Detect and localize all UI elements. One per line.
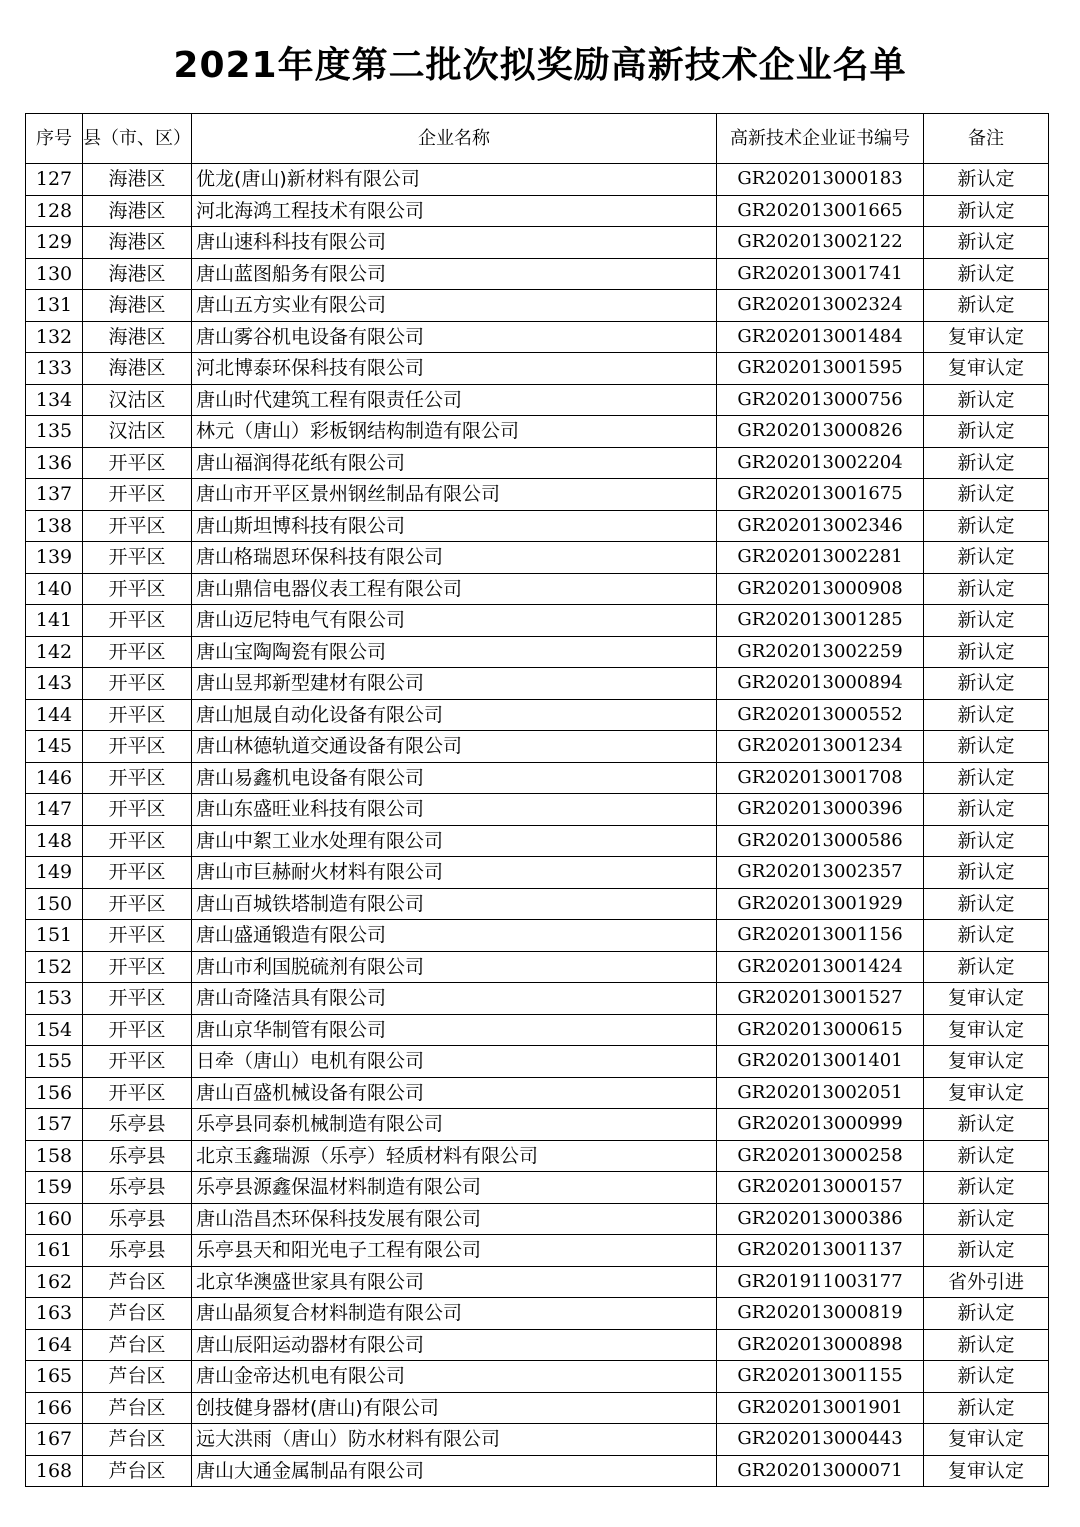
- row-index-cell: 149: [26, 857, 83, 889]
- row-index-cell: 152: [26, 951, 83, 983]
- table-row: [26, 1455, 1049, 1487]
- row-index-cell: 159: [26, 1172, 83, 1204]
- row-cert-number-cell: GR202013000756: [717, 384, 924, 416]
- row-index-cell: 145: [26, 731, 83, 763]
- row-cert-number-cell: GR202013002357: [717, 857, 924, 889]
- row-note-cell: 复审认定: [924, 1077, 1049, 1109]
- row-cert-number-cell: GR202013000552: [717, 699, 924, 731]
- row-company-name-cell: 唐山福润得花纸有限公司: [192, 447, 717, 479]
- row-company-name-cell: 唐山中絮工业水处理有限公司: [192, 825, 717, 857]
- row-company-name-cell: 唐山雾谷机电设备有限公司: [192, 321, 717, 353]
- row-index-cell: 137: [26, 479, 83, 511]
- row-index-cell: 132: [26, 321, 83, 353]
- row-company-name-cell: 唐山辰阳运动器材有限公司: [192, 1329, 717, 1361]
- row-company-name-cell: 林元（唐山）彩板钢结构制造有限公司: [192, 416, 717, 448]
- row-note-cell: 新认定: [924, 1298, 1049, 1330]
- table-body: [26, 164, 1049, 1487]
- row-note-cell: 复审认定: [924, 321, 1049, 353]
- row-note-cell: 新认定: [924, 888, 1049, 920]
- table-row: [26, 353, 1049, 385]
- table-row: [26, 762, 1049, 794]
- row-county-cell: 乐亭县: [83, 1235, 192, 1267]
- row-county-cell: 芦台区: [83, 1361, 192, 1393]
- row-note-cell: 新认定: [924, 384, 1049, 416]
- row-note-cell: 新认定: [924, 542, 1049, 574]
- row-note-cell: 新认定: [924, 825, 1049, 857]
- table-row: [26, 321, 1049, 353]
- row-county-cell: 开平区: [83, 668, 192, 700]
- row-cert-number-cell: GR202013001484: [717, 321, 924, 353]
- table-row: [26, 510, 1049, 542]
- row-county-cell: 开平区: [83, 951, 192, 983]
- row-county-cell: 开平区: [83, 857, 192, 889]
- row-note-cell: 新认定: [924, 605, 1049, 637]
- row-index-cell: 166: [26, 1392, 83, 1424]
- row-county-cell: 开平区: [83, 731, 192, 763]
- row-note-cell: 复审认定: [924, 1014, 1049, 1046]
- row-county-cell: 乐亭县: [83, 1109, 192, 1141]
- row-cert-number-cell: GR202013000826: [717, 416, 924, 448]
- table-row: [26, 1046, 1049, 1078]
- row-note-cell: 新认定: [924, 636, 1049, 668]
- row-county-cell: 开平区: [83, 983, 192, 1015]
- row-county-cell: 开平区: [83, 825, 192, 857]
- table-row: [26, 1235, 1049, 1267]
- row-index-cell: 158: [26, 1140, 83, 1172]
- header-cert: 高新技术企业证书编号: [717, 114, 924, 164]
- row-note-cell: 新认定: [924, 668, 1049, 700]
- row-company-name-cell: 唐山鼎信电器仪表工程有限公司: [192, 573, 717, 605]
- header-row: [26, 114, 1049, 164]
- row-county-cell: 开平区: [83, 1014, 192, 1046]
- row-company-name-cell: 唐山旭晟自动化设备有限公司: [192, 699, 717, 731]
- row-company-name-cell: 唐山百城铁塔制造有限公司: [192, 888, 717, 920]
- row-index-cell: 151: [26, 920, 83, 952]
- row-company-name-cell: 唐山速科科技有限公司: [192, 227, 717, 259]
- row-county-cell: 芦台区: [83, 1266, 192, 1298]
- row-cert-number-cell: GR202013000894: [717, 668, 924, 700]
- row-county-cell: 芦台区: [83, 1424, 192, 1456]
- row-note-cell: 新认定: [924, 227, 1049, 259]
- row-company-name-cell: 唐山市巨赫耐火材料有限公司: [192, 857, 717, 889]
- row-index-cell: 133: [26, 353, 83, 385]
- row-company-name-cell: 北京华澳盛世家具有限公司: [192, 1266, 717, 1298]
- row-cert-number-cell: GR202013000999: [717, 1109, 924, 1141]
- row-index-cell: 164: [26, 1329, 83, 1361]
- table-row: [26, 888, 1049, 920]
- row-note-cell: 新认定: [924, 479, 1049, 511]
- table-row: [26, 1077, 1049, 1109]
- header-note: 备注: [924, 114, 1049, 164]
- row-county-cell: 开平区: [83, 794, 192, 826]
- row-note-cell: 新认定: [924, 1172, 1049, 1204]
- row-index-cell: 163: [26, 1298, 83, 1330]
- row-note-cell: 新认定: [924, 573, 1049, 605]
- row-note-cell: 新认定: [924, 762, 1049, 794]
- row-index-cell: 139: [26, 542, 83, 574]
- row-cert-number-cell: GR202013001741: [717, 258, 924, 290]
- table-header: [26, 114, 1049, 164]
- row-cert-number-cell: GR202013001929: [717, 888, 924, 920]
- row-cert-number-cell: GR202013000443: [717, 1424, 924, 1456]
- row-county-cell: 开平区: [83, 699, 192, 731]
- row-index-cell: 153: [26, 983, 83, 1015]
- row-company-name-cell: 唐山盛通锻造有限公司: [192, 920, 717, 952]
- row-note-cell: 新认定: [924, 258, 1049, 290]
- row-cert-number-cell: GR202013002346: [717, 510, 924, 542]
- row-index-cell: 156: [26, 1077, 83, 1109]
- table-row: [26, 605, 1049, 637]
- row-company-name-cell: 唐山金帝达机电有限公司: [192, 1361, 717, 1393]
- table-row: [26, 195, 1049, 227]
- row-company-name-cell: 唐山浩昌杰环保科技发展有限公司: [192, 1203, 717, 1235]
- table-row: [26, 479, 1049, 511]
- row-company-name-cell: 唐山东盛旺业科技有限公司: [192, 794, 717, 826]
- row-county-cell: 海港区: [83, 164, 192, 196]
- row-note-cell: 新认定: [924, 416, 1049, 448]
- row-index-cell: 165: [26, 1361, 83, 1393]
- row-county-cell: 开平区: [83, 762, 192, 794]
- row-county-cell: 汉沽区: [83, 384, 192, 416]
- row-company-name-cell: 唐山易鑫机电设备有限公司: [192, 762, 717, 794]
- row-index-cell: 127: [26, 164, 83, 196]
- row-index-cell: 134: [26, 384, 83, 416]
- row-index-cell: 160: [26, 1203, 83, 1235]
- table-row: [26, 164, 1049, 196]
- table-row: [26, 920, 1049, 952]
- row-note-cell: 新认定: [924, 920, 1049, 952]
- row-index-cell: 148: [26, 825, 83, 857]
- table-row: [26, 1329, 1049, 1361]
- row-county-cell: 海港区: [83, 353, 192, 385]
- row-company-name-cell: 乐亭县同泰机械制造有限公司: [192, 1109, 717, 1141]
- row-index-cell: 168: [26, 1455, 83, 1487]
- table-row: [26, 1392, 1049, 1424]
- page-title: 2021年度第二批次拟奖励高新技术企业名单: [173, 45, 907, 86]
- row-cert-number-cell: GR202013001137: [717, 1235, 924, 1267]
- row-cert-number-cell: GR202013001665: [717, 195, 924, 227]
- row-index-cell: 161: [26, 1235, 83, 1267]
- row-county-cell: 海港区: [83, 321, 192, 353]
- row-company-name-cell: 北京玉鑫瑞源（乐亭）轻质材料有限公司: [192, 1140, 717, 1172]
- row-index-cell: 146: [26, 762, 83, 794]
- table-row: [26, 983, 1049, 1015]
- table-row: [26, 668, 1049, 700]
- row-index-cell: 150: [26, 888, 83, 920]
- table-row: [26, 1172, 1049, 1204]
- row-note-cell: 复审认定: [924, 353, 1049, 385]
- row-cert-number-cell: GR202013001595: [717, 353, 924, 385]
- row-cert-number-cell: GR202013002259: [717, 636, 924, 668]
- row-company-name-cell: 远大洪雨（唐山）防水材料有限公司: [192, 1424, 717, 1456]
- row-company-name-cell: 日牵（唐山）电机有限公司: [192, 1046, 717, 1078]
- row-company-name-cell: 乐亭县天和阳光电子工程有限公司: [192, 1235, 717, 1267]
- row-county-cell: 海港区: [83, 195, 192, 227]
- row-company-name-cell: 优龙(唐山)新材料有限公司: [192, 164, 717, 196]
- row-cert-number-cell: GR202013001234: [717, 731, 924, 763]
- row-company-name-cell: 唐山晶须复合材料制造有限公司: [192, 1298, 717, 1330]
- row-note-cell: 新认定: [924, 794, 1049, 826]
- row-cert-number-cell: GR202013000386: [717, 1203, 924, 1235]
- row-county-cell: 开平区: [83, 1046, 192, 1078]
- row-county-cell: 开平区: [83, 1077, 192, 1109]
- row-cert-number-cell: GR202013002281: [717, 542, 924, 574]
- row-cert-number-cell: GR202013000071: [717, 1455, 924, 1487]
- row-company-name-cell: 唐山宝陶陶瓷有限公司: [192, 636, 717, 668]
- row-note-cell: 新认定: [924, 510, 1049, 542]
- row-company-name-cell: 唐山五方实业有限公司: [192, 290, 717, 322]
- table-row: [26, 258, 1049, 290]
- row-cert-number-cell: GR202013002122: [717, 227, 924, 259]
- row-note-cell: 新认定: [924, 1329, 1049, 1361]
- row-cert-number-cell: GR202013000157: [717, 1172, 924, 1204]
- row-index-cell: 136: [26, 447, 83, 479]
- row-note-cell: 新认定: [924, 1361, 1049, 1393]
- row-county-cell: 乐亭县: [83, 1172, 192, 1204]
- row-cert-number-cell: GR202013002204: [717, 447, 924, 479]
- table-row: [26, 416, 1049, 448]
- row-county-cell: 芦台区: [83, 1298, 192, 1330]
- row-cert-number-cell: GR202013001155: [717, 1361, 924, 1393]
- table-row: [26, 384, 1049, 416]
- row-cert-number-cell: GR202013000615: [717, 1014, 924, 1046]
- row-index-cell: 154: [26, 1014, 83, 1046]
- row-note-cell: 复审认定: [924, 1046, 1049, 1078]
- row-company-name-cell: 唐山市利国脱硫剂有限公司: [192, 951, 717, 983]
- row-note-cell: 新认定: [924, 447, 1049, 479]
- row-note-cell: 新认定: [924, 1109, 1049, 1141]
- row-company-name-cell: 唐山昱邦新型建材有限公司: [192, 668, 717, 700]
- row-county-cell: 芦台区: [83, 1392, 192, 1424]
- table-row: [26, 1140, 1049, 1172]
- row-index-cell: 147: [26, 794, 83, 826]
- row-county-cell: 汉沽区: [83, 416, 192, 448]
- row-cert-number-cell: GR202013002051: [717, 1077, 924, 1109]
- row-company-name-cell: 唐山市开平区景州钢丝制品有限公司: [192, 479, 717, 511]
- row-note-cell: 省外引进: [924, 1266, 1049, 1298]
- row-county-cell: 开平区: [83, 479, 192, 511]
- table-row: [26, 636, 1049, 668]
- table-row: [26, 1266, 1049, 1298]
- row-company-name-cell: 唐山蓝图船务有限公司: [192, 258, 717, 290]
- row-county-cell: 开平区: [83, 542, 192, 574]
- row-county-cell: 开平区: [83, 573, 192, 605]
- row-note-cell: 新认定: [924, 1140, 1049, 1172]
- table-row: [26, 290, 1049, 322]
- row-note-cell: 新认定: [924, 951, 1049, 983]
- table-row: [26, 951, 1049, 983]
- row-note-cell: 新认定: [924, 699, 1049, 731]
- row-cert-number-cell: GR202013001156: [717, 920, 924, 952]
- row-county-cell: 开平区: [83, 605, 192, 637]
- row-index-cell: 144: [26, 699, 83, 731]
- row-note-cell: 新认定: [924, 290, 1049, 322]
- row-cert-number-cell: GR202013000819: [717, 1298, 924, 1330]
- table-row: [26, 542, 1049, 574]
- row-index-cell: 162: [26, 1266, 83, 1298]
- row-index-cell: 128: [26, 195, 83, 227]
- row-company-name-cell: 唐山斯坦博科技有限公司: [192, 510, 717, 542]
- row-note-cell: 新认定: [924, 195, 1049, 227]
- table-row: [26, 1298, 1049, 1330]
- row-index-cell: 167: [26, 1424, 83, 1456]
- row-note-cell: 新认定: [924, 857, 1049, 889]
- row-county-cell: 海港区: [83, 258, 192, 290]
- table-row: [26, 699, 1049, 731]
- row-cert-number-cell: GR202013001401: [717, 1046, 924, 1078]
- table-row: [26, 573, 1049, 605]
- row-cert-number-cell: GR202013001285: [717, 605, 924, 637]
- row-county-cell: 开平区: [83, 510, 192, 542]
- row-county-cell: 芦台区: [83, 1455, 192, 1487]
- table-row: [26, 794, 1049, 826]
- table-row: [26, 1203, 1049, 1235]
- row-cert-number-cell: GR202013000898: [717, 1329, 924, 1361]
- table-row: [26, 1014, 1049, 1046]
- row-index-cell: 155: [26, 1046, 83, 1078]
- row-cert-number-cell: GR202013001527: [717, 983, 924, 1015]
- row-cert-number-cell: GR202013001675: [717, 479, 924, 511]
- row-index-cell: 141: [26, 605, 83, 637]
- row-company-name-cell: 唐山迈尼特电气有限公司: [192, 605, 717, 637]
- row-cert-number-cell: GR202013000908: [717, 573, 924, 605]
- row-cert-number-cell: GR202013000258: [717, 1140, 924, 1172]
- table-row: [26, 227, 1049, 259]
- row-company-name-cell: 唐山林德轨道交通设备有限公司: [192, 731, 717, 763]
- row-county-cell: 乐亭县: [83, 1203, 192, 1235]
- row-company-name-cell: 唐山百盛机械设备有限公司: [192, 1077, 717, 1109]
- table-row: [26, 825, 1049, 857]
- header-name: 企业名称: [192, 114, 717, 164]
- row-index-cell: 130: [26, 258, 83, 290]
- table-row: [26, 447, 1049, 479]
- row-note-cell: 复审认定: [924, 1424, 1049, 1456]
- row-note-cell: 新认定: [924, 1203, 1049, 1235]
- row-note-cell: 复审认定: [924, 1455, 1049, 1487]
- row-company-name-cell: 乐亭县源鑫保温材料制造有限公司: [192, 1172, 717, 1204]
- row-cert-number-cell: GR202013001424: [717, 951, 924, 983]
- row-note-cell: 新认定: [924, 731, 1049, 763]
- row-cert-number-cell: GR202013002324: [717, 290, 924, 322]
- header-county: 县（市、区）: [83, 114, 192, 164]
- row-index-cell: 143: [26, 668, 83, 700]
- row-county-cell: 芦台区: [83, 1329, 192, 1361]
- row-note-cell: 新认定: [924, 1392, 1049, 1424]
- header-index: 序号: [26, 114, 83, 164]
- row-company-name-cell: 唐山格瑞恩环保科技有限公司: [192, 542, 717, 574]
- row-company-name-cell: 唐山大通金属制品有限公司: [192, 1455, 717, 1487]
- table-row: [26, 1361, 1049, 1393]
- row-index-cell: 129: [26, 227, 83, 259]
- row-index-cell: 131: [26, 290, 83, 322]
- row-company-name-cell: 河北海鸿工程技术有限公司: [192, 195, 717, 227]
- row-note-cell: 复审认定: [924, 983, 1049, 1015]
- row-county-cell: 开平区: [83, 888, 192, 920]
- table-row: [26, 857, 1049, 889]
- row-index-cell: 142: [26, 636, 83, 668]
- row-company-name-cell: 创技健身器材(唐山)有限公司: [192, 1392, 717, 1424]
- row-company-name-cell: 唐山奇隆洁具有限公司: [192, 983, 717, 1015]
- row-note-cell: 新认定: [924, 1235, 1049, 1267]
- row-cert-number-cell: GR202013000396: [717, 794, 924, 826]
- row-cert-number-cell: GR202013000183: [717, 164, 924, 196]
- row-index-cell: 135: [26, 416, 83, 448]
- table-row: [26, 1109, 1049, 1141]
- row-county-cell: 乐亭县: [83, 1140, 192, 1172]
- row-county-cell: 开平区: [83, 447, 192, 479]
- row-county-cell: 海港区: [83, 290, 192, 322]
- row-company-name-cell: 唐山时代建筑工程有限责任公司: [192, 384, 717, 416]
- row-note-cell: 新认定: [924, 164, 1049, 196]
- row-county-cell: 海港区: [83, 227, 192, 259]
- row-index-cell: 157: [26, 1109, 83, 1141]
- row-cert-number-cell: GR202013001901: [717, 1392, 924, 1424]
- row-index-cell: 140: [26, 573, 83, 605]
- row-company-name-cell: 河北博泰环保科技有限公司: [192, 353, 717, 385]
- row-cert-number-cell: GR202013000586: [717, 825, 924, 857]
- table-row: [26, 731, 1049, 763]
- row-cert-number-cell: GR202013001708: [717, 762, 924, 794]
- row-county-cell: 开平区: [83, 636, 192, 668]
- table-row: [26, 1424, 1049, 1456]
- row-company-name-cell: 唐山京华制管有限公司: [192, 1014, 717, 1046]
- row-county-cell: 开平区: [83, 920, 192, 952]
- row-cert-number-cell: GR201911003177: [717, 1266, 924, 1298]
- row-index-cell: 138: [26, 510, 83, 542]
- enterprise-table: [25, 113, 1049, 1487]
